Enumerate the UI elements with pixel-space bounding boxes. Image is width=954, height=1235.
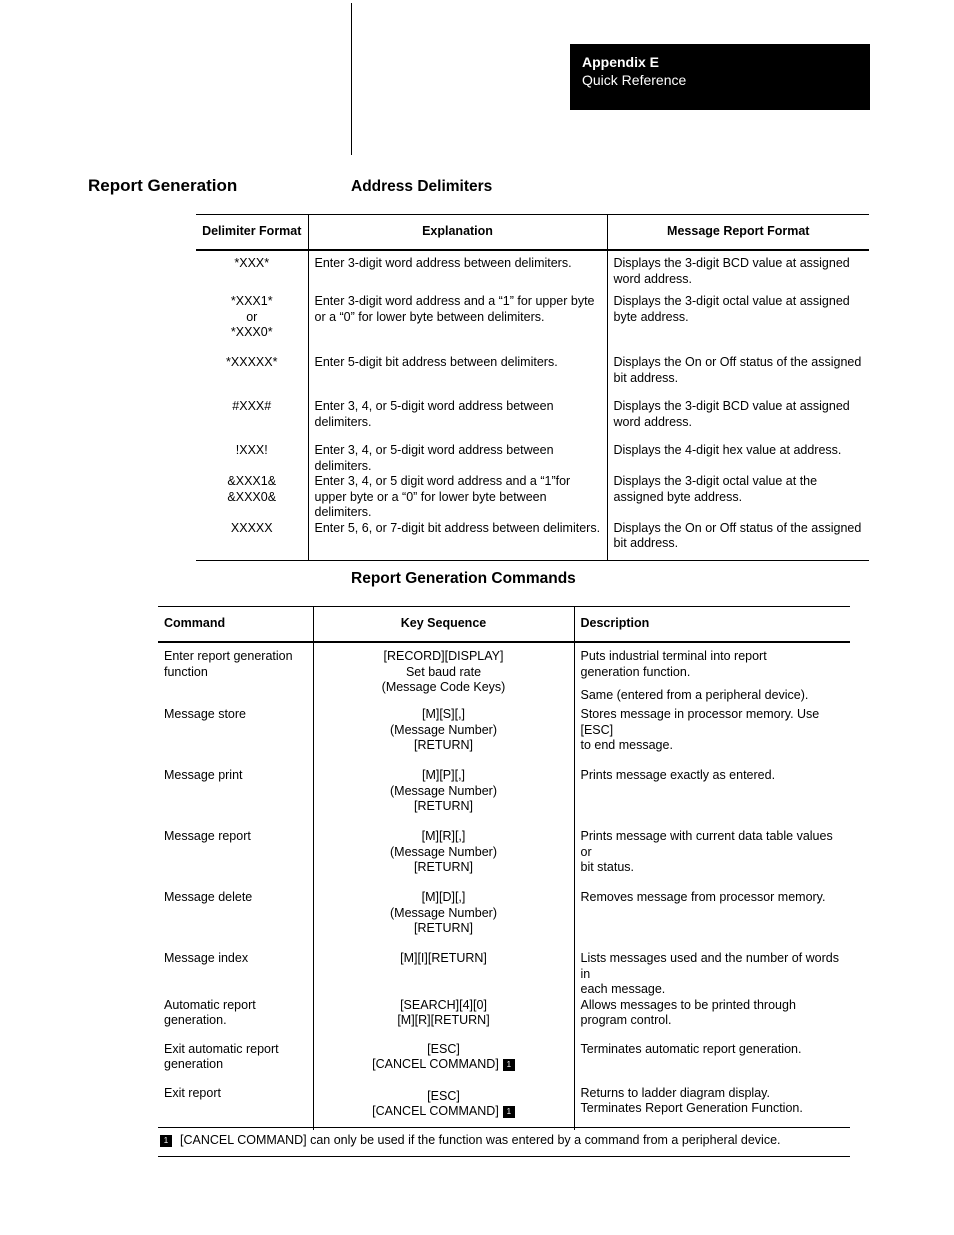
col-header-description: Description: [574, 607, 850, 643]
delimiters-header-row: [196, 215, 869, 251]
commands-title: Report Generation Commands: [351, 570, 576, 587]
message-report-format: Displays the 3-digit octal value at assigned byte address.: [613, 294, 850, 324]
col-header-key-sequence: Key Sequence: [313, 607, 574, 643]
table-row: [158, 951, 850, 998]
command-description: Returns to ladder diagram display. Terminates Report Generation Function.: [580, 1085, 803, 1115]
key-sequence-cancel: [CANCEL COMMAND]: [372, 1104, 499, 1118]
table-row: [196, 355, 869, 399]
command-name: Message store: [164, 707, 246, 721]
command-description: Lists messages used and the number of words in each message.: [580, 951, 839, 996]
table-row: [158, 1086, 850, 1130]
footnote-marker-icon: 1: [160, 1135, 172, 1147]
col-header-delimiter-format: Delimiter Format: [196, 215, 308, 251]
delimiters-title: Address Delimiters: [351, 178, 493, 195]
table-row: [196, 443, 869, 474]
col-header-command: Command: [158, 607, 313, 643]
command-description: Stores message in processor memory. Use [ESC] to end message.: [580, 707, 820, 752]
command-description: Allows messages to be printed through program control.: [580, 997, 796, 1027]
footnote-text: [CANCEL COMMAND] can only be used if the function was entered by a command from a peripheral device.: [180, 1133, 781, 1147]
message-report-format: Displays the 3-digit BCD value at assigned word address.: [613, 399, 850, 429]
explanation: Enter 3, 4, or 5-digit word address between delimiters.: [314, 443, 554, 473]
table-row: [158, 890, 850, 951]
command-name: Message delete: [164, 890, 253, 904]
key-sequence: [RECORD][DISPLAY] Set baud rate (Message Code Keys): [381, 649, 506, 694]
key-sequence: [M][R][,] (Message Number) [RETURN]: [390, 829, 497, 874]
table-row: [158, 1042, 850, 1086]
table-row: [196, 521, 869, 561]
table-row: [158, 998, 850, 1042]
command-name: Automatic report generation.: [164, 997, 256, 1027]
appendix-label: Appendix E: [582, 54, 660, 70]
commands-table: [158, 606, 850, 1130]
col-header-explanation: Explanation: [308, 215, 607, 251]
key-sequence: [ESC]: [427, 1088, 460, 1103]
message-report-format: Displays the 3-digit BCD value at assigned word address.: [613, 256, 850, 286]
command-name: Exit report: [164, 1085, 221, 1100]
key-sequence: [M][I][RETURN]: [400, 951, 487, 965]
table-row: [196, 250, 869, 294]
table-row: [158, 829, 850, 890]
key-sequence: [M][S][,] (Message Number) [RETURN]: [390, 707, 497, 752]
footnote: [158, 1127, 850, 1157]
command-description: Prints message with current data table values or bit status.: [580, 829, 833, 874]
delimiter-format: XXXXX: [230, 520, 273, 535]
command-description: Prints message exactly as entered.: [580, 768, 776, 782]
key-sequence: [M][P][,] (Message Number) [RETURN]: [390, 768, 497, 813]
table-row: [196, 474, 869, 521]
command-description: Puts industrial terminal into report generation function.: [580, 649, 767, 679]
command-description-alt: Same (entered from a peripheral device).: [580, 688, 809, 702]
explanation: Enter 3-digit word address and a “1” for upper byte or a “0” for lower byte between delimiters.: [314, 294, 595, 324]
command-name: Message print: [164, 768, 243, 782]
message-report-format: Displays the 3-digit octal value at the assigned byte address.: [613, 474, 818, 504]
table-row: [196, 399, 869, 443]
delimiter-format: *XXXXX*: [226, 355, 278, 369]
delimiter-format: *XXX1* or *XXX0*: [230, 294, 273, 339]
key-sequence: [SEARCH][4][0] [M][R][RETURN]: [397, 997, 490, 1027]
margin-rule: [351, 3, 352, 155]
key-sequence-cancel: [CANCEL COMMAND]: [372, 1057, 499, 1071]
delimiter-format: #XXX#: [232, 399, 272, 413]
key-sequence: [ESC]: [427, 1041, 460, 1056]
explanation: Enter 3-digit word address between delimiters.: [314, 256, 572, 270]
table-row: [158, 642, 850, 707]
command-name: Message report: [164, 829, 251, 843]
delimiter-format: !XXX!: [235, 443, 268, 457]
key-sequence: [M][D][,] (Message Number) [RETURN]: [390, 890, 497, 935]
delimiter-format: &XXX1& &XXX0&: [227, 474, 277, 504]
explanation: Enter 5, 6, or 7-digit bit address between delimiters.: [314, 520, 601, 535]
footnote-marker-icon: 1: [503, 1059, 515, 1071]
delimiter-format: *XXX*: [234, 256, 270, 270]
explanation: Enter 3, 4, or 5-digit word address between delimiters.: [314, 399, 554, 429]
table-row: [196, 294, 869, 355]
command-name: Exit automatic report generation: [164, 1041, 279, 1071]
commands-header-row: [158, 607, 850, 643]
col-header-message-report-format: Message Report Format: [607, 215, 869, 251]
appendix-subtitle: Quick Reference: [582, 72, 687, 88]
message-report-format: Displays the On or Off status of the assigned bit address.: [613, 355, 862, 385]
footnote-marker-icon: 1: [503, 1106, 515, 1118]
table-row: [158, 707, 850, 768]
table-row: [158, 768, 850, 829]
explanation: Enter 5-digit bit address between delimiters.: [314, 355, 558, 369]
delimiters-table: [196, 214, 869, 561]
command-description: Terminates automatic report generation.: [580, 1041, 802, 1056]
appendix-header: [570, 44, 870, 110]
explanation: Enter 3, 4, or 5 digit word address and a “1”for upper byte or a “0” for lower byte between delimiters.: [314, 474, 571, 519]
message-report-format: Displays the 4-digit hex value at address.: [613, 443, 842, 457]
command-name: Message index: [164, 951, 249, 965]
message-report-format: Displays the On or Off status of the assigned bit address.: [613, 520, 862, 550]
command-name: Enter report generation function: [164, 649, 293, 679]
section-title: Report Generation: [88, 176, 238, 195]
command-description: Removes message from processor memory.: [580, 890, 826, 904]
